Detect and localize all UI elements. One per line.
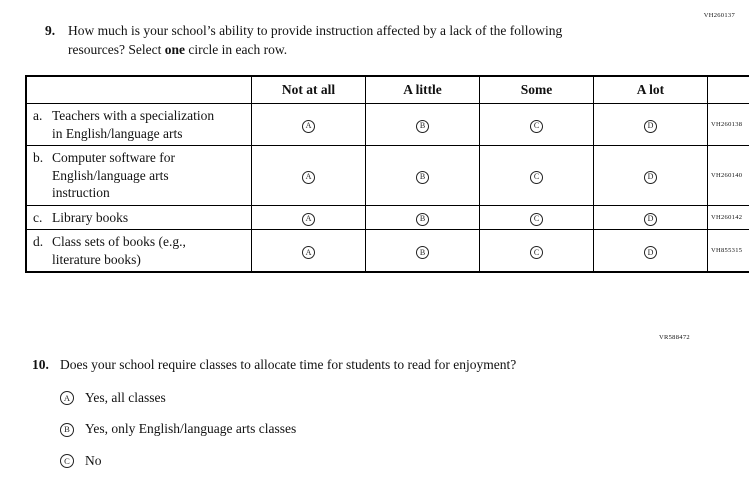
table-row-b — [26, 146, 749, 206]
answer-bubble[interactable]: A — [302, 120, 315, 133]
row-a-a-little-cell — [366, 104, 480, 146]
row-b-a-little-cell — [366, 146, 480, 206]
question-10-text: Does your school require classes to allocate time for students to read for enjoyment? — [60, 357, 517, 372]
option-yes-all-classes — [60, 389, 552, 408]
answer-bubble[interactable]: D — [644, 246, 657, 259]
row-d-text: Class sets of books (e.g., literature books) — [52, 234, 186, 267]
row-a-code: VH260138 — [708, 104, 749, 146]
answer-bubble[interactable]: B — [416, 246, 429, 259]
option-yes-only-ela — [60, 420, 552, 439]
row-d-a-lot-cell — [594, 230, 708, 273]
row-b-label-cell — [26, 146, 252, 206]
question-10-options — [60, 389, 552, 471]
row-c-label-cell — [26, 205, 252, 230]
header-a-little: A little — [366, 76, 480, 104]
row-c-some-cell — [480, 205, 594, 230]
answer-bubble[interactable]: C — [60, 454, 74, 468]
answer-bubble[interactable]: D — [644, 213, 657, 226]
header-a-lot: A lot — [594, 76, 708, 104]
row-a-letter: a. — [33, 108, 43, 123]
answer-bubble[interactable]: C — [530, 246, 543, 259]
row-d-code: VH855315 — [708, 230, 749, 273]
answer-bubble[interactable]: C — [530, 120, 543, 133]
row-c-a-lot-cell — [594, 205, 708, 230]
answer-bubble[interactable]: B — [60, 423, 74, 437]
row-d-label-cell — [26, 230, 252, 273]
row-c-a-little-cell — [366, 205, 480, 230]
table-header-row — [26, 76, 749, 104]
option-label: No — [85, 452, 102, 468]
form-code-q9: VH260137 — [703, 12, 735, 19]
header-some: Some — [480, 76, 594, 104]
header-empty-cell — [26, 76, 252, 104]
q9-resources-table — [25, 75, 749, 273]
question-9-text-post: circle in each row. — [184, 41, 288, 57]
row-a-text: Teachers with a specialization in English/language arts — [52, 108, 215, 141]
table-row-a — [26, 104, 749, 146]
question-9-number: 9. — [45, 23, 56, 38]
question-9-text — [68, 22, 620, 59]
row-a-not-at-all-cell — [252, 104, 366, 146]
form-code-q10: VR588472 — [659, 334, 690, 341]
row-a-a-lot-cell — [594, 104, 708, 146]
row-b-text: Computer software for English/language arts instruction — [52, 150, 175, 201]
row-c-code: VH260142 — [708, 205, 749, 230]
answer-bubble[interactable]: D — [644, 171, 657, 184]
row-c-not-at-all-cell — [252, 205, 366, 230]
question-9-text-pre: How much is your school’s ability to provide instruction affected by a lack of the following resources? Select — [68, 23, 563, 57]
option-label: Yes, only English/language arts classes — [85, 421, 297, 437]
row-a-some-cell — [480, 104, 594, 146]
answer-bubble[interactable]: A — [60, 391, 74, 405]
row-b-code: VH260140 — [708, 146, 749, 206]
row-d-some-cell — [480, 230, 594, 273]
row-c-letter: c. — [33, 209, 43, 225]
row-b-a-lot-cell — [594, 146, 708, 206]
answer-bubble[interactable]: B — [416, 171, 429, 184]
row-b-letter: b. — [33, 150, 44, 166]
answer-bubble[interactable]: A — [302, 213, 315, 226]
table-row-d — [26, 230, 749, 273]
row-d-letter: d. — [33, 234, 44, 250]
table-row-c — [26, 205, 749, 230]
row-b-not-at-all-cell — [252, 146, 366, 206]
row-c-text: Library books — [52, 209, 129, 225]
answer-bubble[interactable]: A — [302, 246, 315, 259]
question-9-text-bold: one — [164, 41, 185, 57]
answer-bubble[interactable]: C — [530, 213, 543, 226]
header-code-cell — [708, 76, 749, 104]
row-d-not-at-all-cell — [252, 230, 366, 273]
answer-bubble[interactable]: D — [644, 120, 657, 133]
row-b-some-cell — [480, 146, 594, 206]
header-not-at-all: Not at all — [252, 76, 366, 104]
option-label: Yes, all classes — [85, 389, 166, 405]
question-9 — [45, 22, 620, 59]
answer-bubble[interactable]: B — [416, 120, 429, 133]
question-10-number: 10. — [32, 357, 49, 372]
option-no — [60, 452, 552, 471]
answer-bubble[interactable]: A — [302, 171, 315, 184]
question-10 — [32, 356, 552, 484]
row-a-label-cell — [26, 104, 252, 146]
answer-bubble[interactable]: B — [416, 213, 429, 226]
answer-bubble[interactable]: C — [530, 171, 543, 184]
row-d-a-little-cell — [366, 230, 480, 273]
